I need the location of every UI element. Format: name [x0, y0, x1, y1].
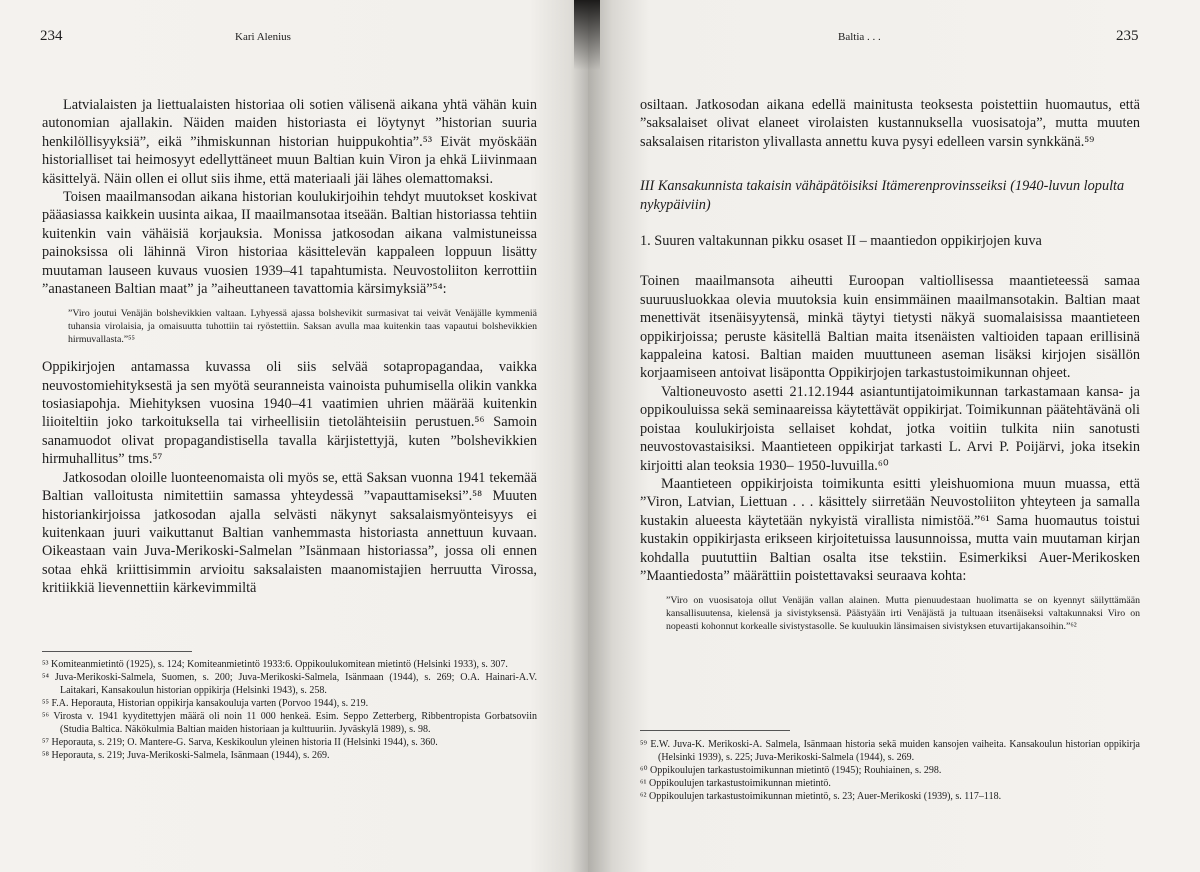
running-head-left: Kari Alenius: [235, 31, 291, 43]
block-quote: ”Viro joutui Venäjän bolshevikkien valtaan. Lyhyessä ajassa bolshevikit surmasivat tai veivät Venäjälle kymmeniä tuhansia virolaisia, ja omaisuutta tuhottiin tai ryöstettiin. Saksan avulla maa kuitenkin taas vapautui bolshevikkien hirmuvallasta.”⁵⁵: [68, 308, 537, 345]
footnote: ⁵⁹ E.W. Juva-K. Merikoski-A. Salmela, Isänmaan historia sekä muiden kansojen vaiheita. Kansakoulun historian oppikirja (Helsinki 1939), s. 225; Juva-Merikoski-Salmela (1944), s. 269.: [640, 739, 1140, 763]
page-number-right: 235: [1116, 28, 1139, 44]
section-heading: III Kansakunnista takaisin vähäpätöisiksi Itämerenprovinsseiksi (1940-luvun lopulta nykypäiviin): [640, 178, 1125, 213]
footnote: ⁶² Oppikoulujen tarkastustoimikunnan mietintö, s. 23; Auer-Merikoski (1939), s. 117–118.: [640, 791, 1002, 802]
paragraph: Valtioneuvosto asetti 21.12.1944 asiantuntijatoimikunnan tarkastamaan kansa- ja oppikouluissa sekä seminaareissa käytettävät oppikirjat. Toimikunnan päätehtävänä oli poistaa koulukirjoista sellaiset kohdat, jotka voitiin tulkita niin sanotusti neuvostovastaisiksi. Maantieteen oppikirjat tarkasti L. Arvi P. Poijärvi, joka itsekin kirjoitti alan teoksia 1930– 1950-luvuilla.⁶⁰: [640, 383, 1140, 474]
footnote-rule: [640, 730, 790, 731]
binding-gutter: [574, 0, 600, 70]
paragraph: Toisen maailmansodan aikana historian koulukirjoihin tehdyt muutokset koskivat pääasiassa kaikkein uusinta aikaa, II maailmansotaa itseään. Baltian historiassa tehtiin kuitenkin vain vähäisiä korjauksia. Monissa jatkosodan aikana valmistuneissa painoksissa oli lähinnä Viron historiaa käsittelevän kappaleen loppuun lisätty muutaman lauseen kuvaus vuosien 1939–41 tapahtumista. Neuvostoliiton kerrottiin ”anastaneen Baltian maat” ja ”aiheuttaneen tavattomia kärsimyksiä”⁵⁴:: [42, 189, 537, 298]
right-footnotes: [640, 738, 1140, 803]
right-body: [640, 96, 1140, 645]
paragraph: Jatkosodan oloille luonteenomaista oli myös se, että Saksan vuonna 1941 tekemää Baltian valloitusta nimitettiin samassa yhteydessä ”vapauttamiseksi”.⁵⁸ Muuten historiankirjoissa jatkosodan ajalla selvästi näkynyt saksalaismyönteisyys ei kuitenkaan juuri vaikuttanut Baltian vanhemmasta historiasta annettuun kuvaan. Oikeastaan vain Juva-Merikoski-Salmelan ”Isänmaan historiassa”, jossa oli ennen sotaa ehkä kriittisimmin arvioitu saksalaisten maanomistajien herruutta Virossa, kritiikkiä lievennettiin kärkevimmiltä: [42, 469, 537, 597]
paragraph: Latvialaisten ja liettualaisten historiaa oli sotien välisenä aikana yhtä vähän kuin autonomian ajallakin. Näiden maiden historiasta ei löytynyt ”historian suuria henkilöllisyyksiä”, eikä ”ihmiskunnan historian huippukohtia”.⁵³ Eivät myöskään historialliset tai heimosyyt edellyttäneet muun Baltian kuin Viron ja ehkä Liivinmaan käsittelyä. Näin ollen ei ollut siis ihme, että materiaali jäi lähes olemattomaksi.: [42, 97, 537, 187]
paragraph: osiltaan. Jatkosodan aikana edellä mainitusta teoksesta poistettiin huomautus, että ”saksalaiset olivat elaneet virolaisten kustannuksella vuosisatoja”, mutta muuten saksalaisen ritariston ylivallasta annettu kuva pysyi edelleen varsin synkkänä.⁵⁹: [640, 97, 1140, 150]
footnote: ⁵³ Komiteanmietintö (1925), s. 124; Komiteanmietintö 1933:6. Oppikoulukomitean mietintö (Helsinki 1933), s. 307.: [42, 659, 508, 670]
paragraph: Maantieteen oppikirjoista toimikunta esitti yleishuomiona muun muassa, että ”Viron, Latvian, Liettuan . . . käsittely siirretään Neuvostoliiton yhteyteen ja samalla kustakin alueesta käytetään nykyistä virallista nimistöä.”⁶¹ Sama huomautus toistui kustakin oppikirjasta erikseen kirjoitetuissa lausunnoissa, mutta vain muutaman kirjan kohdalla puututtiin Baltian osalta itse tekstiin. Esimerkiksi Auer-Merikosken ”Maantiedosta” määrättiin poistettavaksi seuraava kohta:: [640, 475, 1140, 584]
footnote: ⁵⁷ Heporauta, s. 219; O. Mantere-G. Sarva, Keskikoulun yleinen historia II (Helsinki 1944), s. 360.: [42, 737, 438, 748]
left-page: [0, 0, 588, 872]
footnote: ⁵⁶ Virosta v. 1941 kyyditettyjen määrä oli noin 11 000 henkeä. Esim. Seppo Zetterberg, Ribbentropista Gorbatsoviin (Studia Baltica. Näkökulmia Baltian maiden historiaan ja kulttuuriin. Jyväskylä 1989), s. 98.: [42, 711, 537, 735]
footnote: ⁵⁵ F.A. Heporauta, Historian oppikirja kansakouluja varten (Porvoo 1944), s. 219.: [42, 698, 369, 709]
right-page: [588, 0, 1200, 872]
left-body: [42, 96, 537, 598]
running-head-right: Baltia . . .: [838, 31, 881, 43]
footnote: ⁶¹ Oppikoulujen tarkastustoimikunnan mietintö.: [640, 778, 831, 789]
subsection-heading: 1. Suuren valtakunnan pikku osaset II – maantiedon oppikirjojen kuva: [640, 233, 1042, 250]
paragraph: Oppikirjojen antamassa kuvassa oli siis selvää sotapropagandaa, vaikka neuvostomiehityksestä ja sen myötä seuranneista vainoista puhumisella olikin vankka tosiasiapohja. Miehityksen vuosina 1940–41 vaatimien uhrien määrää kuitenkin liioiteltiin joko tarkoituksella tai virheellisiin tietolähteisiin perustuen.⁵⁶ Samoin sanamuodot olivat propagandistisella tavalla kärjistettyjä, kuten ”bolshevikkien hirmuhallitus” tms.⁵⁷: [42, 359, 537, 468]
footnote-rule: [42, 651, 192, 652]
footnote: ⁶⁰ Oppikoulujen tarkastustoimikunnan mietintö (1945); Rouhiainen, s. 298.: [640, 765, 942, 776]
footnote: ⁵⁸ Heporauta, s. 219; Juva-Merikoski-Salmela, Isänmaan (1944), s. 269.: [42, 750, 330, 761]
block-quote: ”Viro on vuosisatoja ollut Venäjän vallan alainen. Mutta pienuudestaan huolimatta se on kyennyt säilyttämään kansallisuutensa, kielensä ja sivistyksensä. Päästyään irti Venäjästä ja tultuaan itsenäiseksi valtakunnaksi Viro on nopeasti kohonnut korkealle sivistystasolle. Se kuuluukin länsimaisen sivistyksen etuvartijakansoihin.”⁶²: [666, 595, 1140, 632]
paragraph: Toinen maailmansota aiheutti Euroopan valtiollisessa maantieteessä samaa suuruusluokkaa olevia muutoksia kuin ensimmäinen maailmansotakin. Baltian maat menettivät itsenäisyytensä, minkä täytyi tietysti näkyä suomalaisissa maantieteen oppikirjoissa; peruste käsitellä Baltian maita itsenäisten valtioiden tapaan erillisinä kappaleina katosi. Baltian maiden muuttuneen aseman lisäksi kirjojen sisällön korjaamiseen antoivat lisäpontta Oppikirjojen tarkastustoimikunnan ohjeet.: [640, 273, 1140, 382]
left-footnotes: [42, 658, 537, 762]
page-number-left: 234: [40, 28, 63, 44]
footnote: ⁵⁴ Juva-Merikoski-Salmela, Suomen, s. 200; Juva-Merikoski-Salmela, Isänmaan (1944), s. 269; O.A. Hainari-A.V. Laitakari, Kansakoulun historian oppikirja (Helsinki 1943), s. 258.: [42, 672, 537, 696]
